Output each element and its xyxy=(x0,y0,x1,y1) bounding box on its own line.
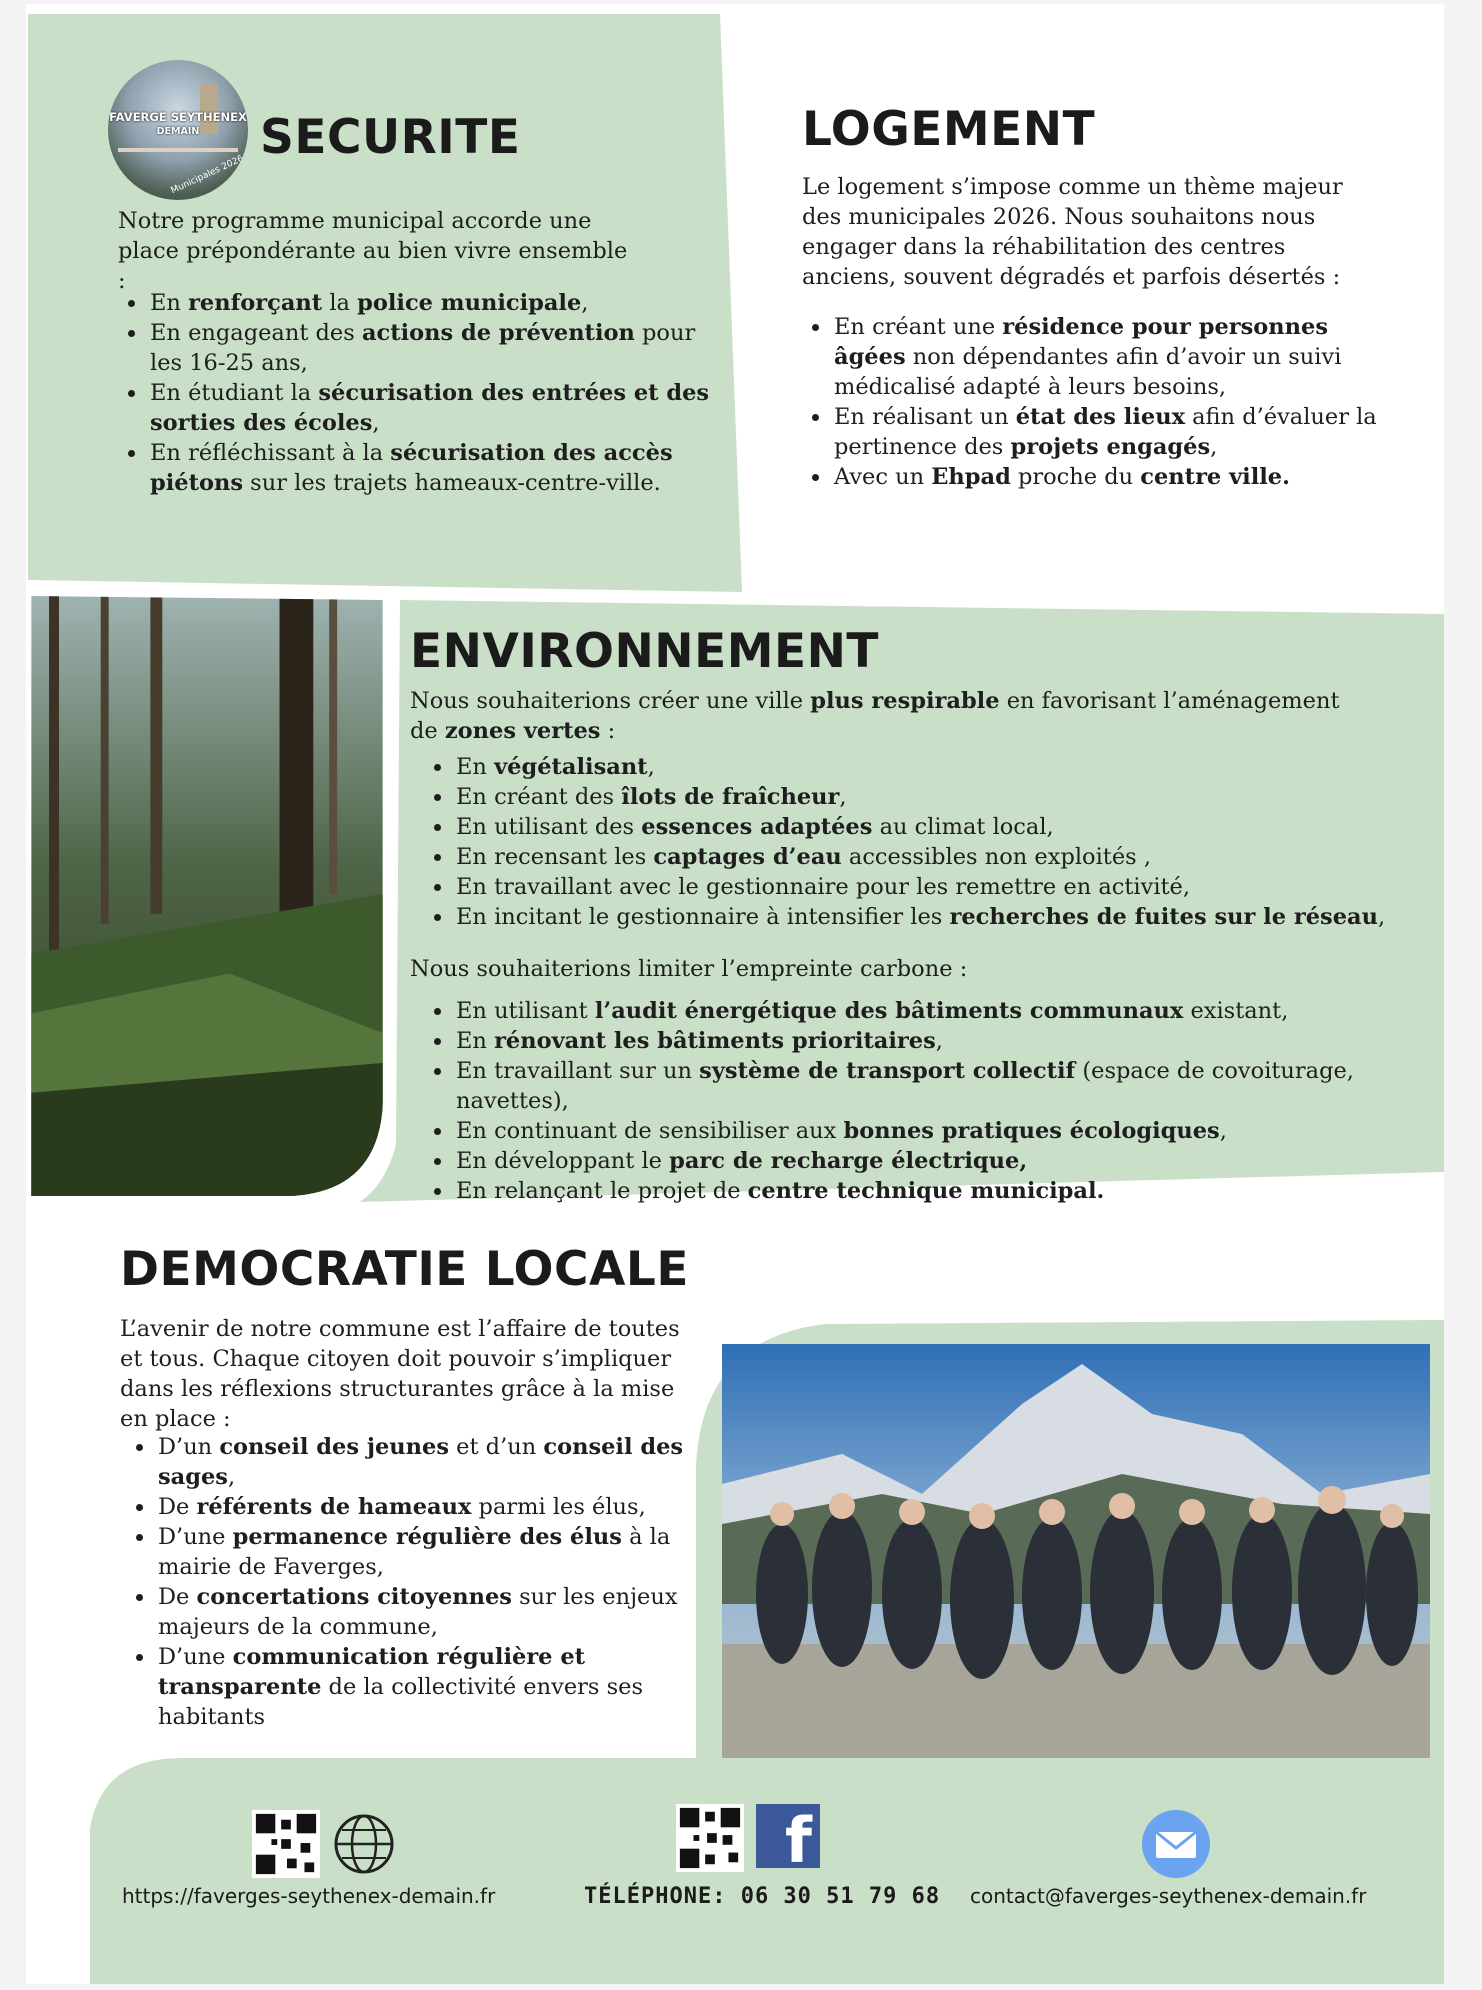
list-item: • En renforçant la police municipale, xyxy=(148,288,728,318)
bold-text: l’audit énergétique des bâtiments communaux xyxy=(594,998,1184,1024)
qr-code-icon[interactable] xyxy=(252,1810,320,1878)
list-item: • En utilisant des essences adaptées au climat local, xyxy=(454,812,1414,842)
bold-text: résidence pour personnes âgées xyxy=(834,314,1328,370)
bold-text: zones vertes xyxy=(444,718,601,744)
phone-number[interactable]: TÉLÉPHONE: 06 30 51 79 68 xyxy=(584,1884,941,1909)
bold-text: conseil des sages xyxy=(158,1434,684,1490)
bold-text: conseil des jeunes xyxy=(219,1434,450,1460)
bold-text: sécurisation des entrées et des sorties des écoles xyxy=(150,380,710,436)
bold-text: îlots de fraîcheur xyxy=(621,784,840,810)
bold-text: centre ville. xyxy=(1140,464,1290,490)
bold-text: permanence régulière des élus xyxy=(232,1524,622,1550)
list-item: • En développant le parc de recharge électrique, xyxy=(454,1146,1434,1176)
bold-text: recherches de fuites sur le réseau xyxy=(949,904,1378,930)
bold-text: renforçant xyxy=(188,290,323,316)
bold-text: sécurisation des accès piétons xyxy=(150,440,673,496)
facebook-icon[interactable]: f xyxy=(756,1804,820,1868)
democratie-title: DEMOCRATIE LOCALE xyxy=(120,1242,689,1297)
bold-text: état des lieux xyxy=(1015,404,1185,430)
globe-icon[interactable] xyxy=(332,1812,396,1876)
bold-text: communication régulière et transparente xyxy=(158,1644,586,1700)
logo-text: DEMAIN xyxy=(156,126,200,137)
logement-intro: Le logement s’impose comme un thème majeur des municipales 2026. Nous souhaitons nous engager dans la réhabilitation des centres anciens, souvent dégradés et parfois désertés : xyxy=(802,174,1343,290)
environnement-list-green xyxy=(424,752,1414,932)
list-item: • De référents de hameaux parmi les élus, xyxy=(156,1492,716,1522)
bold-text: projets engagés xyxy=(1010,434,1211,460)
bold-text: centre technique municipal. xyxy=(747,1178,1105,1204)
bold-text: bonnes pratiques écologiques xyxy=(843,1118,1220,1144)
bold-text: captages d’eau xyxy=(653,844,842,870)
list-item: • En créant des îlots de fraîcheur, xyxy=(454,782,1414,812)
environnement-intro: Nous souhaiterions créer une ville plus respirable en favorisant l’aménagement de zones vertes : xyxy=(410,688,1340,744)
qr-code-icon[interactable] xyxy=(676,1804,744,1872)
bold-text: parc de recharge électrique, xyxy=(669,1148,1028,1174)
mail-icon[interactable] xyxy=(1142,1810,1210,1878)
list-item: • En utilisant l’audit énergétique des bâtiments communaux existant, xyxy=(454,996,1434,1026)
bold-text: concertations citoyennes xyxy=(196,1584,512,1610)
environnement-title: ENVIRONNEMENT xyxy=(410,624,879,679)
securite-title: SECURITE xyxy=(260,110,521,165)
list-item: • En travaillant sur un système de transport collectif (espace de covoiturage, navettes), xyxy=(454,1056,1434,1116)
bold-text: plus respirable xyxy=(810,688,1000,714)
list-item: • En réalisant un état des lieux afin d’évaluer la pertinence des projets engagés, xyxy=(832,402,1392,462)
email-link[interactable]: contact@faverges-seythenex-demain.fr xyxy=(970,1884,1367,1908)
list-item: • En étudiant la sécurisation des entrées et des sorties des écoles, xyxy=(148,378,728,438)
list-item: • En recensant les captages d’eau accessibles non exploités , xyxy=(454,842,1414,872)
list-item: • En engageant des actions de prévention pour les 16-25 ans, xyxy=(148,318,728,378)
list-item: • De concertations citoyennes sur les enjeux majeurs de la commune, xyxy=(156,1582,716,1642)
democratie-list xyxy=(126,1432,716,1732)
logo-text: FAVERGE SEYTHENEX xyxy=(109,110,247,124)
list-item: • En rénovant les bâtiments prioritaires, xyxy=(454,1026,1434,1056)
campaign-logo xyxy=(108,60,248,200)
list-item: • En relançant le projet de centre technique municipal. xyxy=(454,1176,1434,1206)
list-item: • En incitant le gestionnaire à intensifier les recherches de fuites sur le réseau, xyxy=(454,902,1414,932)
bold-text: référents de hameaux xyxy=(196,1494,472,1520)
list-item: • D’un conseil des jeunes et d’un conseil des sages, xyxy=(156,1432,716,1492)
page xyxy=(26,4,1444,1984)
securite-intro: Notre programme municipal accorde une place prépondérante au bien vivre ensemble : xyxy=(118,208,628,294)
bold-text: végétalisant xyxy=(494,754,648,780)
bold-text: essences adaptées xyxy=(641,814,873,840)
environnement-intro-carbon: Nous souhaiterions limiter l’empreinte carbone : xyxy=(410,956,968,982)
democratie-intro: L’avenir de notre commune est l’affaire de toutes et tous. Chaque citoyen doit pouvoir s’impliquer dans les réflexions structurantes grâce à la mise en place : xyxy=(120,1316,680,1432)
list-item: • En créant une résidence pour personnes âgées non dépendantes afin d’avoir un suivi médicalisé adapté à leurs besoins, xyxy=(832,312,1392,402)
securite-list xyxy=(118,288,728,498)
list-item: • En réfléchissant à la sécurisation des accès piétons sur les trajets hameaux-centre-ville. xyxy=(148,438,728,498)
list-item: • D’une communication régulière et transparente de la collectivité envers ses habitants xyxy=(156,1642,716,1732)
logement-title: LOGEMENT xyxy=(802,102,1096,157)
bold-text: système de transport collectif xyxy=(699,1058,1076,1084)
list-item: • En végétalisant, xyxy=(454,752,1414,782)
list-item: • En continuant de sensibiliser aux bonnes pratiques écologiques, xyxy=(454,1116,1434,1146)
logo-text: Municipales 2026 xyxy=(169,153,246,197)
website-link[interactable]: https://faverges-seythenex-demain.fr xyxy=(122,1884,496,1908)
bold-text: Ehpad xyxy=(931,464,1011,490)
environnement-list-carbon xyxy=(424,996,1434,1206)
forest-photo xyxy=(30,596,384,1196)
bold-text: rénovant les bâtiments prioritaires xyxy=(494,1028,936,1054)
logement-list xyxy=(802,312,1392,492)
list-item: • D’une permanence régulière des élus à la mairie de Faverges, xyxy=(156,1522,716,1582)
team-photo xyxy=(722,1344,1430,1758)
bold-text: police municipale xyxy=(357,290,582,316)
list-item: • En travaillant avec le gestionnaire pour les remettre en activité, xyxy=(454,872,1414,902)
list-item: • Avec un Ehpad proche du centre ville. xyxy=(832,462,1392,492)
bold-text: actions de prévention xyxy=(361,320,635,346)
